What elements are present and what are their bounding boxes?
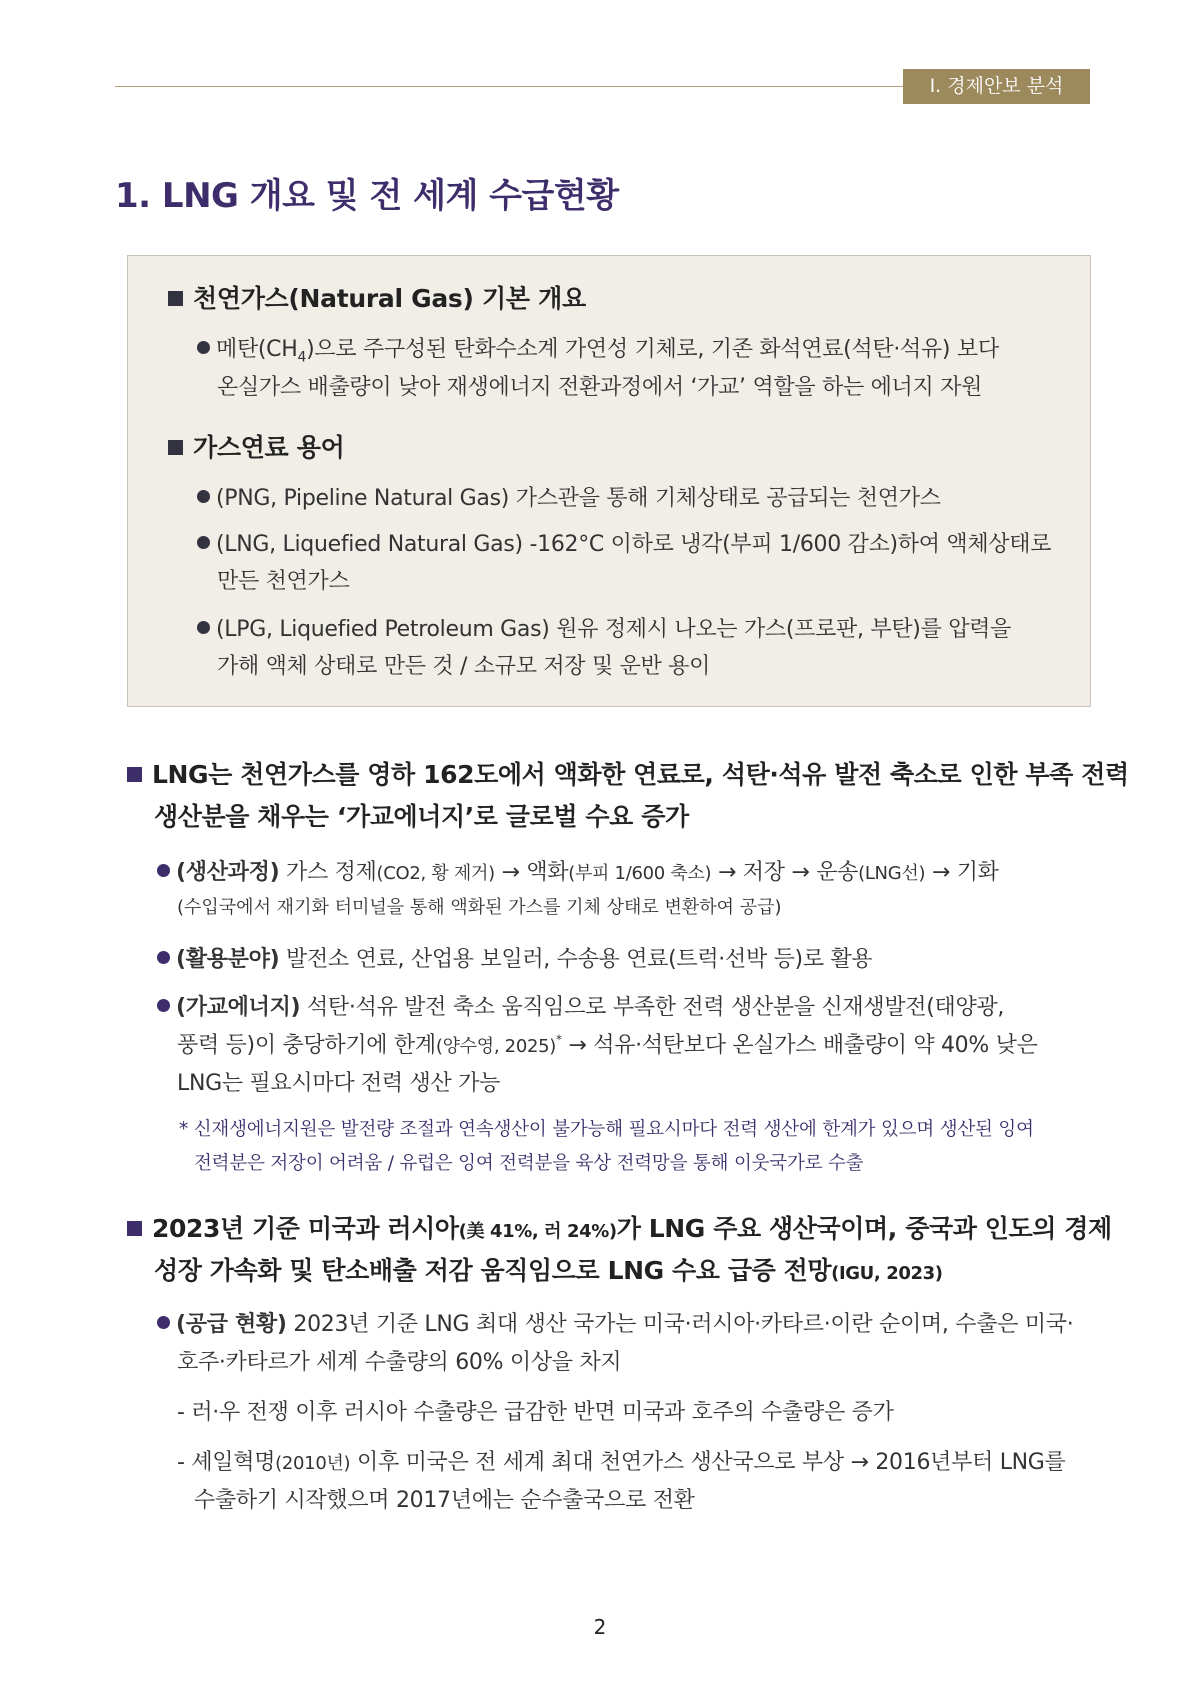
square-bullet-icon [168,440,183,455]
round-bullet-icon [197,621,210,634]
bullet-line: (활용분야) 발전소 연료, 산업용 보일러, 수송용 연료(트럭·선박 등)로 활용 [157,942,872,973]
page-number: 2 [593,1615,607,1639]
key-point-heading: 생산분을 채우는 ‘가교에너지’로 글로벌 수요 증가 [154,802,689,831]
bullet-line: LNG는 필요시마다 전력 생산 가능 [177,1071,501,1096]
round-bullet-icon [197,490,210,503]
bullet-line: (생산과정) 가스 정제(CO2, 황 제거) → 액화(부피 1/600 축소) → 저장 → 운송(LNG선) → 기화 [157,855,999,886]
bullet-line: (가교에너지) 석탄·석유 발전 축소 움직임으로 부족한 전력 생산분을 신재생발전(태양광, [157,990,1004,1021]
box-section-heading: 천연가스(Natural Gas) 기본 개요 [168,279,586,315]
page-title: 1. LNG 개요 및 전 세계 수급현황 [115,176,619,216]
round-bullet-icon [157,951,170,964]
bullet-line: (공급 현황) 2023년 기준 LNG 최대 생산 국가는 미국·러시아·카타르·이란 순이며, 수출은 미국· [157,1307,1073,1338]
round-bullet-icon [157,864,170,877]
box-bullet-line: 메탄$(CH_4)$으로 주구성된 탄화수소계 가연성 기체로, 기존 화석연료(석탄·석유) 보다 [197,332,999,365]
round-bullet-icon [197,536,210,549]
key-point-heading: LNG는 천연가스를 영하 162도에서 액화한 연료로, 석탄·석유 발전 축소로 인한 부족 전력 [127,755,1129,791]
header-rule [115,86,905,87]
footnote: 전력분은 저장이 어려움 / 유럽은 잉여 전력분을 육상 전력망을 통해 이웃국가로 수출 [194,1153,864,1174]
dash-line: - 러·우 전쟁 이후 러시아 수출량은 급감한 반면 미국과 호주의 수출량은 증가 [177,1400,894,1425]
bullet-line: (수입국에서 재기화 터미널을 통해 액화된 가스를 기체 상태로 변환하여 공급) [177,897,782,918]
square-bullet-icon [127,1221,142,1236]
dash-line: - 셰일혁명(2010년) 이후 미국은 전 세계 최대 천연가스 생산국으로 부상 → 2016년부터 LNG를 [177,1450,1066,1475]
box-bullet-line: 만든 천연가스 [217,569,350,594]
key-point-heading: 2023년 기준 미국과 러시아(美 41%, 러 24%)가 LNG 주요 생산국이며, 중국과 인도의 경제 [127,1209,1112,1245]
box-bullet-line: (LPG, Liquefied Petroleum Gas) 원유 정제시 나오는 가스(프로판, 부탄)를 압력을 [197,612,1011,643]
bullet-line: 풍력 등)이 충당하기에 한계(양수영, 2025)* → 석유·석탄보다 온실가스 배출량이 약 40% 낮은 [177,1032,1038,1058]
key-point-heading: 성장 가속화 및 탄소배출 저감 움직임으로 LNG 수요 급증 전망(IGU, 2023) [154,1256,943,1285]
section-tab: Ⅰ. 경제안보 분석 [903,69,1090,104]
box-bullet-line: (PNG, Pipeline Natural Gas) 가스관을 통해 기체상태로 공급되는 천연가스 [197,481,941,512]
square-bullet-icon [127,767,142,782]
round-bullet-icon [157,1316,170,1329]
box-bullet-line: (LNG, Liquefied Natural Gas) -162°C 이하로 냉각(부피 1/600 감소)하여 액체상태로 [197,527,1051,558]
box-bullet-line: 가해 액체 상태로 만든 것 / 소규모 저장 및 운반 용이 [217,654,711,679]
bullet-line: 호주·카타르가 세계 수출량의 60% 이상을 차지 [177,1350,622,1375]
round-bullet-icon [197,341,210,354]
square-bullet-icon [168,291,183,306]
box-bullet-line: 온실가스 배출량이 낮아 재생에너지 전환과정에서 ‘가교’ 역할을 하는 에너지 자원 [217,375,983,400]
footnote: * 신재생에너지원은 발전량 조절과 연속생산이 불가능해 필요시마다 전력 생산에 한계가 있으며 생산된 잉여 [179,1119,1034,1140]
box-section-heading: 가스연료 용어 [168,428,345,464]
dash-line: 수출하기 시작했으며 2017년에는 순수출국으로 전환 [194,1488,695,1513]
round-bullet-icon [157,999,170,1012]
